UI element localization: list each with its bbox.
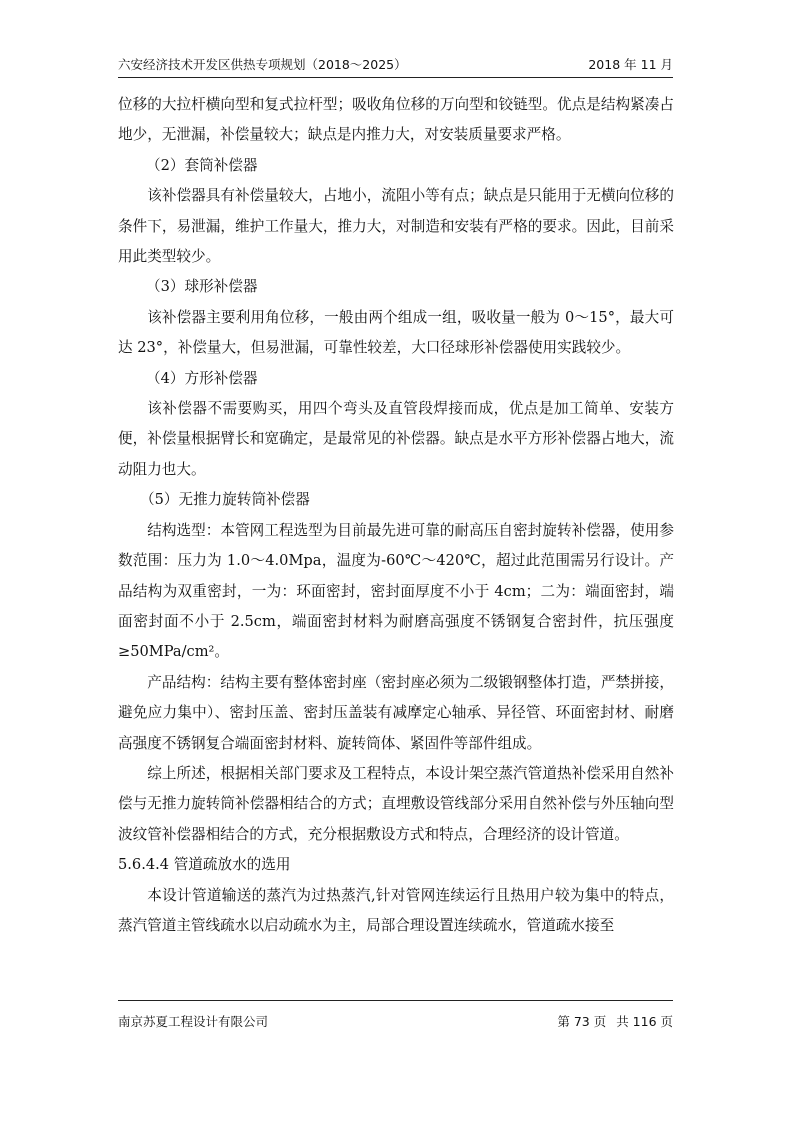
page-number bbox=[551, 1012, 673, 1030]
paragraph: 位移的大拉杆横向型和复式拉杆型；吸收角位移的万向型和铰链型。优点是结构紧凑占地少，无泄漏，补偿量较大；缺点是内推力大，对安装质量要求严格。 bbox=[118, 96, 674, 144]
footer-rule bbox=[118, 1000, 673, 1001]
page-total: 共 116 页 bbox=[616, 1014, 673, 1029]
header-rule bbox=[118, 77, 673, 78]
section-heading: 5.6.4.4 管道疏放水的选用 bbox=[118, 856, 291, 874]
paragraph: 该补偿器不需要购买，用四个弯头及直管段焊接而成，优点是加工简单、安装方便，补偿量根据臂长和宽确定，是最常见的补偿器。缺点是水平方形补偿器占地大，流动阻力也大。 bbox=[118, 400, 674, 478]
document-body bbox=[118, 90, 674, 941]
subheading-ball-compensator: （3）球形补偿器 bbox=[146, 278, 258, 296]
paragraph: 本设计管道输送的蒸汽为过热蒸汽,针对管网连续运行且热用户较为集中的特点，蒸汽管道主管线疏水以启动疏水为主，局部合理设置连续疏水，管道疏水接至 bbox=[118, 886, 674, 934]
page-current: 第 73 页 bbox=[557, 1014, 607, 1029]
footer-company: 南京苏夏工程设计有限公司 bbox=[118, 1014, 269, 1029]
subheading-square-compensator: （4）方形补偿器 bbox=[146, 369, 258, 387]
header-date: 2018 年 11 月 bbox=[588, 57, 673, 72]
header-title: 六安经济技术开发区供热专项规划（2018～2025） bbox=[118, 57, 407, 72]
paragraph: 产品结构：结构主要有整体密封座（密封座必须为二级锻钢整体打造，严禁拼接，避免应力集中）、密封压盖、密封压盖装有减摩定心轴承、异径管、环面密封材、耐磨高强度不锈钢复合端面密封材料、旋转筒体、紧固件等部件组成。 bbox=[118, 673, 674, 752]
subheading-rotary-compensator: （5）无推力旋转筒补偿器 bbox=[140, 491, 310, 509]
page-header bbox=[118, 54, 673, 74]
paragraph: 结构选型：本管网工程选型为目前最先进可靠的耐高压自密封旋转补偿器，使用参数范围：压力为 1.0～4.0Mpa，温度为-60℃～420℃，超过此范围需另行设计。产品结构为双重密封，一为：环面密封，密封面厚度不小于 4cm；二为：端面密封，端面密封面不小于 2.5cm，端面密封材料为耐磨高强度不锈钢复合密封件，抗压强度≥50MPa/cm²。 bbox=[118, 521, 674, 661]
paragraph: 综上所述，根据相关部门要求及工程特点，本设计架空蒸汽管道热补偿采用自然补偿与无推力旋转筒补偿器相结合的方式；直埋敷设管线部分采用自然补偿与外压轴向型波纹管补偿器相结合的方式，充分根据敷设方式和特点，合理经济的设计管道。 bbox=[118, 764, 674, 843]
paragraph: 该补偿器主要利用角位移，一般由两个组成一组，吸收量一般为 0～15°，最大可达 23°，补偿量大，但易泄漏，可靠性较差，大口径球形补偿器使用实践较少。 bbox=[118, 308, 674, 357]
paragraph: 该补偿器具有补偿量较大，占地小，流阻小等有点；缺点是只能用于无横向位移的条件下，易泄漏，维护工作量大，推力大，对制造和安装有严格的要求。因此，目前采用此类型较少。 bbox=[118, 187, 674, 266]
page-footer bbox=[118, 1011, 673, 1031]
subheading-sleeve-compensator: （2）套筒补偿器 bbox=[146, 156, 258, 174]
